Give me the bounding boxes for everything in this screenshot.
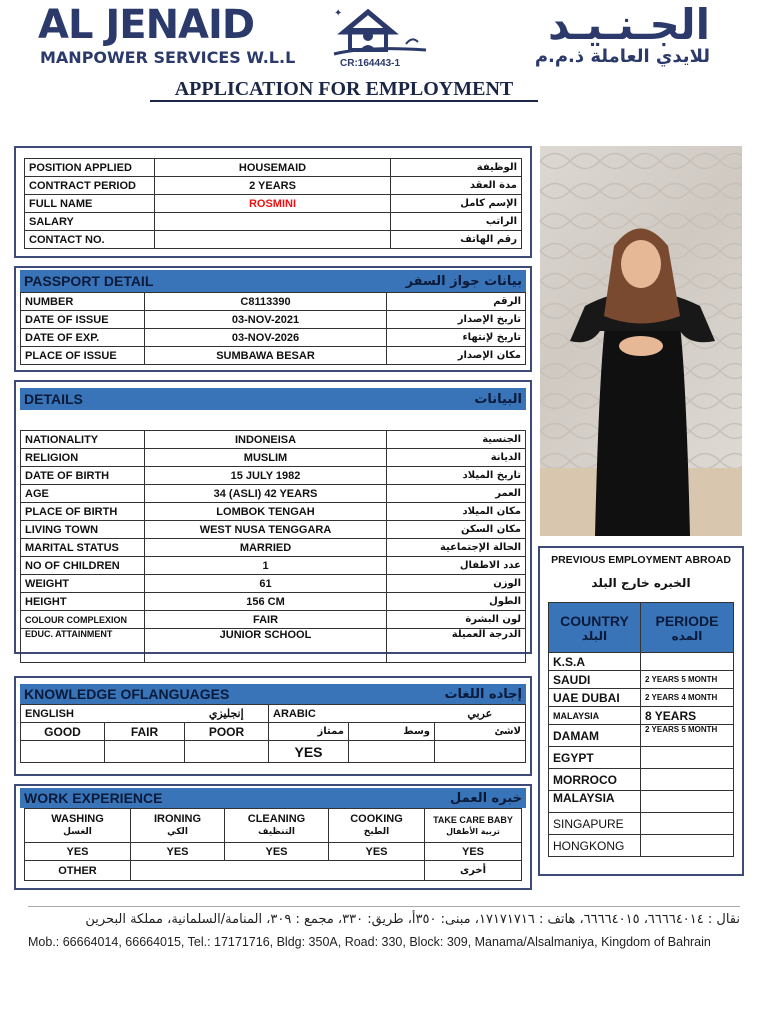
table-row [21,593,526,611]
section-title: WORK EXPERIENCE [24,790,163,806]
skill-value: YES [131,843,225,861]
period-header-label-ar: المده [671,628,703,643]
arabic-label-ar: عربي [435,705,526,723]
table-row [21,611,526,629]
period-cell [641,769,734,791]
row-value: 2 YEARS [155,177,391,195]
excellent-label-ar: ممتاز [269,723,349,741]
row-label: NUMBER [21,293,145,311]
table-header-row [549,603,734,653]
row-label: HEIGHT [21,593,145,611]
table-row [21,705,526,723]
section-title-ar: بيانات جواز السفر [405,273,522,289]
footer-divider [28,906,740,907]
table-row [21,467,526,485]
skill-header [225,809,329,843]
table-row [549,769,734,791]
country-header-label-ar: البلد [581,628,608,643]
table-row [21,293,526,311]
row-label: AGE [21,485,145,503]
languages-panel [14,676,532,776]
english-label: ENGLISH [21,705,185,723]
row-value: INDONEISA [145,431,387,449]
arabic-medium-cell [349,741,435,763]
section-title-ar: خبره العمل [450,790,522,806]
section-title-ar: البيانات [474,391,522,407]
table-row [25,213,522,231]
row-label: PLACE OF BIRTH [21,503,145,521]
table-row [21,449,526,467]
table-row [549,791,734,813]
table-row [549,689,734,707]
other-label: OTHER [25,861,131,881]
table-row [21,741,526,763]
row-label: DATE OF EXP. [21,329,145,347]
company-name-en: AL JENAID [38,2,255,48]
country-cell: MALAYSIA [549,707,641,725]
previous-employment-title-ar: الخبره خارج البلد [591,576,691,590]
row-label-ar: تاريخ الإصدار [387,311,526,329]
row-value: MUSLIM [145,449,387,467]
skill-label-ar: الغسل [63,826,92,837]
table-row [25,861,522,881]
row-label-ar: مكان السكن [387,521,526,539]
period-header-label: PERIODE [655,612,719,629]
row-value: 03-NOV-2026 [145,329,387,347]
table-row [21,311,526,329]
skill-label-ar: الطبخ [363,826,390,837]
row-label-ar: لون البشرة [387,611,526,629]
row-label-ar: الرقم [387,293,526,311]
period-cell [641,791,734,813]
row-label: MARITAL STATUS [21,539,145,557]
row-label-ar: الراتب [391,213,522,231]
section-title: PASSPORT DETAIL [24,273,154,289]
previous-employment-panel [538,546,744,876]
country-header-label: COUNTRY [560,612,629,629]
skill-value: YES [225,843,329,861]
row-label: EDUC. ATTAINMENT [21,629,145,663]
work-experience-panel [14,784,532,890]
period-cell [641,813,734,835]
arabic-excellent-cell: YES [269,741,349,763]
row-label-ar: الإسم كامل [391,195,522,213]
period-cell [641,835,734,857]
country-cell: SINGAPURE [549,813,641,835]
row-label-ar: الوظيفة [391,159,522,177]
country-cell: K.S.A [549,653,641,671]
row-label-ar: رقم الهاتف [391,231,522,249]
row-label-ar: الجنسية [387,431,526,449]
country-cell: DAMAM [549,725,641,747]
cr-number: CR:164443-1 [340,58,401,69]
table-row [21,485,526,503]
period-cell: 2 YEARS 5 MONTH [641,725,734,747]
english-good-cell [21,741,105,763]
skill-label-ar: التنظيف [258,826,295,837]
period-cell: 2 YEARS 5 MONTH [641,671,734,689]
country-header [549,603,641,653]
row-label: CONTACT NO. [25,231,155,249]
row-value [155,213,391,231]
section-title: KNOWLEDGE OFLANGUAGES [24,686,230,702]
skill-label-ar: الكي [167,826,188,837]
row-value [155,231,391,249]
row-value: C8113390 [145,293,387,311]
medium-label-ar: وسط [349,723,435,741]
row-label: LIVING TOWN [21,521,145,539]
table-row [549,725,734,747]
row-label: CONTRACT PERIOD [25,177,155,195]
table-row [549,747,734,769]
table-row [21,347,526,365]
row-value: WEST NUSA TENGGARA [145,521,387,539]
skill-label: TAKE CARE BABY [433,814,513,825]
skill-value: YES [425,843,522,861]
full-name-value: ROSMINI [155,195,391,213]
table-row [549,671,734,689]
house-logo-icon [326,4,436,60]
row-value: 34 (ASLI) 42 YEARS [145,485,387,503]
skill-label-ar: تربية الأطفال [446,826,500,836]
details-section-header [20,388,526,410]
table-row [21,723,526,741]
row-label-ar: الديانة [387,449,526,467]
row-label-ar: العمر [387,485,526,503]
table-row [25,195,522,213]
position-table [24,158,522,249]
skill-header [25,809,131,843]
english-poor-cell [185,741,269,763]
row-label: POSITION APPLIED [25,159,155,177]
poor-label: POOR [185,723,269,741]
english-fair-cell [105,741,185,763]
table-row [21,503,526,521]
row-value: MARRIED [145,539,387,557]
company-logo [326,4,436,60]
row-label-ar: مكان الإصدار [387,347,526,365]
svg-text:✦: ✦ [334,8,343,19]
passport-panel [14,266,532,372]
section-title: DETAILS [24,391,83,407]
other-label-ar: أخرى [425,861,522,881]
country-cell: SAUDI [549,671,641,689]
english-label-ar: إنجليزي [185,705,269,723]
table-row [21,557,526,575]
table-row [21,521,526,539]
company-subtitle-ar: للايدي العاملة ذ.م.م [534,46,710,67]
previous-employment-title: PREVIOUS EMPLOYMENT ABROAD [551,554,731,566]
row-value: 15 JULY 1982 [145,467,387,485]
row-value: 156 CM [145,593,387,611]
row-value: 61 [145,575,387,593]
row-label: FULL NAME [25,195,155,213]
person-photo-icon [540,146,742,536]
skill-header [329,809,425,843]
fair-label: FAIR [105,723,185,741]
work-section-header [20,788,526,808]
skill-value: YES [25,843,131,861]
position-panel [14,146,532,258]
row-label: PLACE OF ISSUE [21,347,145,365]
period-cell: 2 YEARS 4 MONTH [641,689,734,707]
table-row [25,809,522,843]
table-row [21,539,526,557]
period-header [641,603,734,653]
arabic-none-cell [435,741,526,763]
table-row [25,843,522,861]
row-label: WEIGHT [21,575,145,593]
applicant-photo [540,146,742,536]
row-label: NO OF CHILDREN [21,557,145,575]
none-label-ar: لاشئ [435,723,526,741]
row-label: SALARY [25,213,155,231]
country-cell: MORROCO [549,769,641,791]
page-title: APPLICATION FOR EMPLOYMENT [150,78,538,102]
table-row [25,231,522,249]
row-value: JUNIOR SCHOOL [145,629,387,663]
passport-section-header [20,270,526,292]
row-value: FAIR [145,611,387,629]
row-label: DATE OF ISSUE [21,311,145,329]
company-subtitle-en: MANPOWER SERVICES W.L.L [40,48,296,67]
skill-label: IRONING [153,812,202,825]
table-row [549,707,734,725]
passport-table [20,292,526,365]
details-panel [14,380,532,654]
good-label: GOOD [21,723,105,741]
row-label: DATE OF BIRTH [21,467,145,485]
row-value: 03-NOV-2021 [145,311,387,329]
row-label-ar: مكان الميلاد [387,503,526,521]
period-cell [641,653,734,671]
country-cell: EGYPT [549,747,641,769]
row-label-ar: تاريخ لإنتهاء [387,329,526,347]
table-row [21,329,526,347]
country-cell: HONGKONG [549,835,641,857]
row-label: COLOUR COMPLEXION [21,611,145,629]
languages-table [20,704,526,763]
table-row [21,575,526,593]
row-value: HOUSEMAID [155,159,391,177]
row-label-ar: الدرجة العميلة [387,629,526,663]
skill-label: CLEANING [247,812,306,825]
row-label-ar: الطول [387,593,526,611]
skill-label: COOKING [350,812,403,825]
table-row [21,629,526,663]
table-row [549,813,734,835]
table-row [549,653,734,671]
work-table [24,808,522,881]
period-cell [641,747,734,769]
other-value [131,861,425,881]
row-label: RELIGION [21,449,145,467]
details-table [20,430,526,663]
table-row [21,431,526,449]
row-label-ar: عدد الاطفال [387,557,526,575]
row-label: NATIONALITY [21,431,145,449]
footer-address-ar: نقال : ٦٦٦٦٤٠١٤، ٦٦٦٦٤٠١٥، هاتف : ١٧١٧١٧١٦، مبنى: ٣٥٠أ، طريق: ٣٣٠، مجمع : ٣٠٩، المنامة/السلمانية، مملكة البحرين [85,912,740,927]
row-value: 1 [145,557,387,575]
period-cell: 8 YEARS [641,707,734,725]
arabic-label: ARABIC [269,705,435,723]
table-row [549,835,734,857]
skill-value: YES [329,843,425,861]
company-name-ar: الجـنـيـد [547,0,710,49]
row-value: SUMBAWA BESAR [145,347,387,365]
row-label-ar: تاريخ الميلاد [387,467,526,485]
row-value: LOMBOK TENGAH [145,503,387,521]
footer-address-en: Mob.: 66664014, 66664015, Tel.: 17171716, Bldg: 350A, Road: 330, Block: 309, Manama/Alsalmaniya, Kingdom of Bahrain [28,935,711,949]
row-label-ar: الوزن [387,575,526,593]
row-label-ar: الحالة الإجتماعية [387,539,526,557]
skill-header [131,809,225,843]
previous-employment-table [548,602,734,857]
table-row [25,159,522,177]
skill-label: WASHING [51,812,104,825]
country-cell: UAE DUBAI [549,689,641,707]
section-title-ar: إجاده اللغات [444,686,522,702]
languages-section-header [20,684,526,704]
skill-header [425,809,522,843]
row-label-ar: مدة العقد [391,177,522,195]
table-row [25,177,522,195]
country-cell: MALAYSIA [549,791,641,813]
